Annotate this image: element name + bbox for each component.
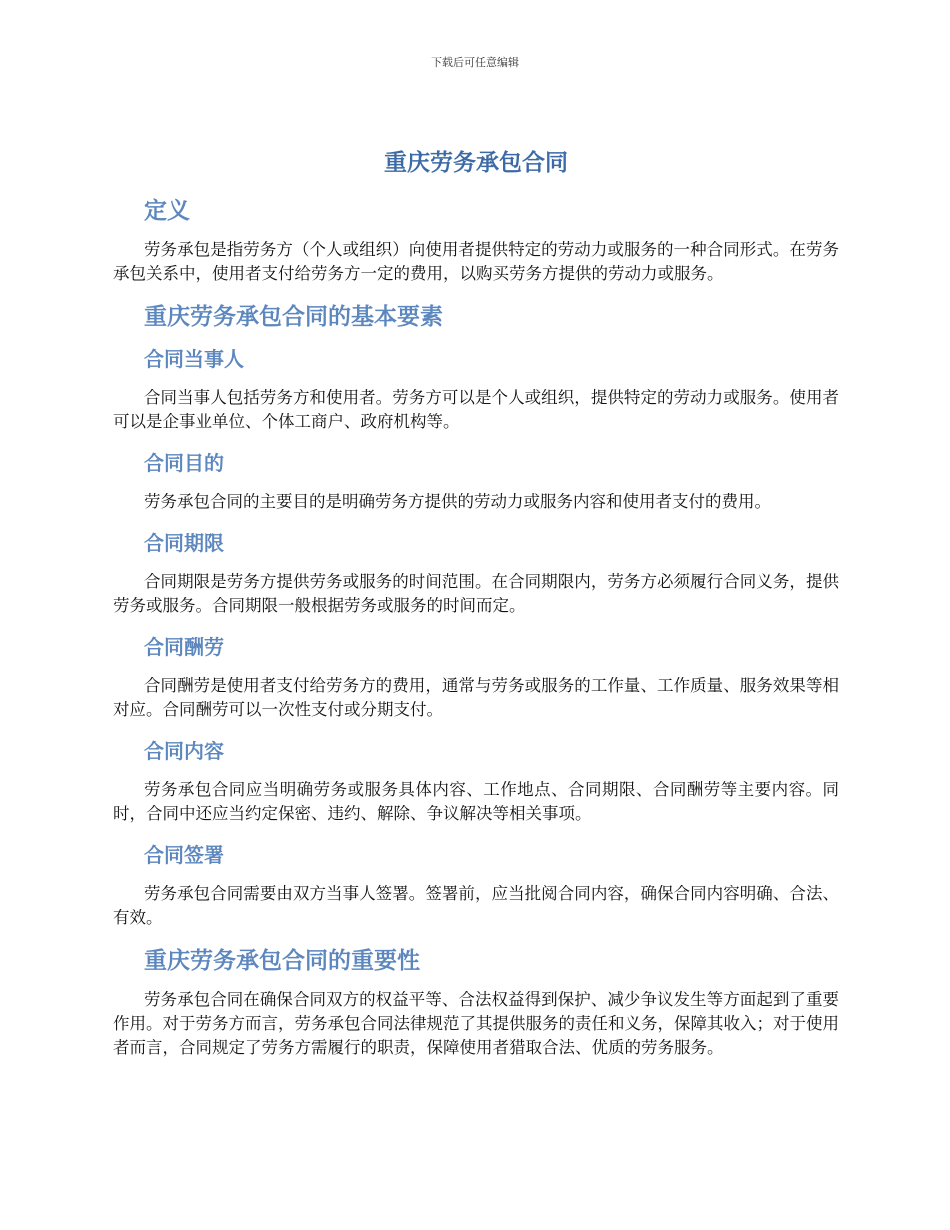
paragraph-parties: 合同当事人包括劳务方和使用者。劳务方可以是个人或组织，提供特定的劳动力或服务。使用者可以是企事业单位、个体工商户、政府机构等。	[113, 388, 839, 431]
section-heading-definition: 定义	[144, 198, 190, 224]
paragraph-definition: 劳务承包是指劳务方（个人或组织）向使用者提供特定的劳动力或服务的一种合同形式。在劳务承包关系中，使用者支付给劳务方一定的费用，以购买劳务方提供的劳动力或服务。	[113, 240, 839, 283]
paragraph-remuneration: 合同酬劳是使用者支付给劳务方的费用，通常与劳务或服务的工作量、工作质量、服务效果等相对应。合同酬劳可以一次性支付或分期支付。	[113, 676, 839, 719]
paragraph-term: 合同期限是劳务方提供劳务或服务的时间范围。在合同期限内，劳务方必须履行合同义务，提供劳务或服务。合同期限一般根据劳务或服务的时间而定。	[113, 572, 839, 615]
subheading-purpose: 合同目的	[144, 451, 224, 475]
section-heading-basic-elements: 重庆劳务承包合同的基本要素	[144, 304, 443, 330]
paragraph-content: 劳务承包合同应当明确劳务或服务具体内容、工作地点、合同期限、合同酬劳等主要内容。同时，合同中还应当约定保密、违约、解除、争议解决等相关事项。	[113, 780, 839, 823]
subheading-parties: 合同当事人	[144, 347, 244, 371]
paragraph-purpose: 劳务承包合同的主要目的是明确劳务方提供的劳动力或服务内容和使用者支付的费用。	[144, 492, 771, 511]
section-heading-importance: 重庆劳务承包合同的重要性	[144, 948, 420, 974]
subheading-term: 合同期限	[144, 531, 224, 555]
subheading-remuneration: 合同酬劳	[144, 635, 224, 659]
page-header: 下载后可任意编辑	[431, 56, 519, 69]
document-title: 重庆劳务承包合同	[384, 150, 568, 176]
subheading-signing: 合同签署	[144, 843, 224, 867]
paragraph-importance: 劳务承包合同在确保合同双方的权益平等、合法权益得到保护、减少争议发生等方面起到了重要作用。对于劳务方而言，劳务承包合同法律规范了其提供服务的责任和义务，保障其收入；对于使用者而言，合同规定了劳务方需履行的职责，保障使用者猎取合法、优质的劳务服务。	[113, 990, 839, 1057]
subheading-content: 合同内容	[144, 739, 224, 763]
paragraph-signing: 劳务承包合同需要由双方当事人签署。签署前，应当批阅合同内容，确保合同内容明确、合法、有效。	[113, 884, 839, 927]
document-body	[113, 146, 839, 1074]
